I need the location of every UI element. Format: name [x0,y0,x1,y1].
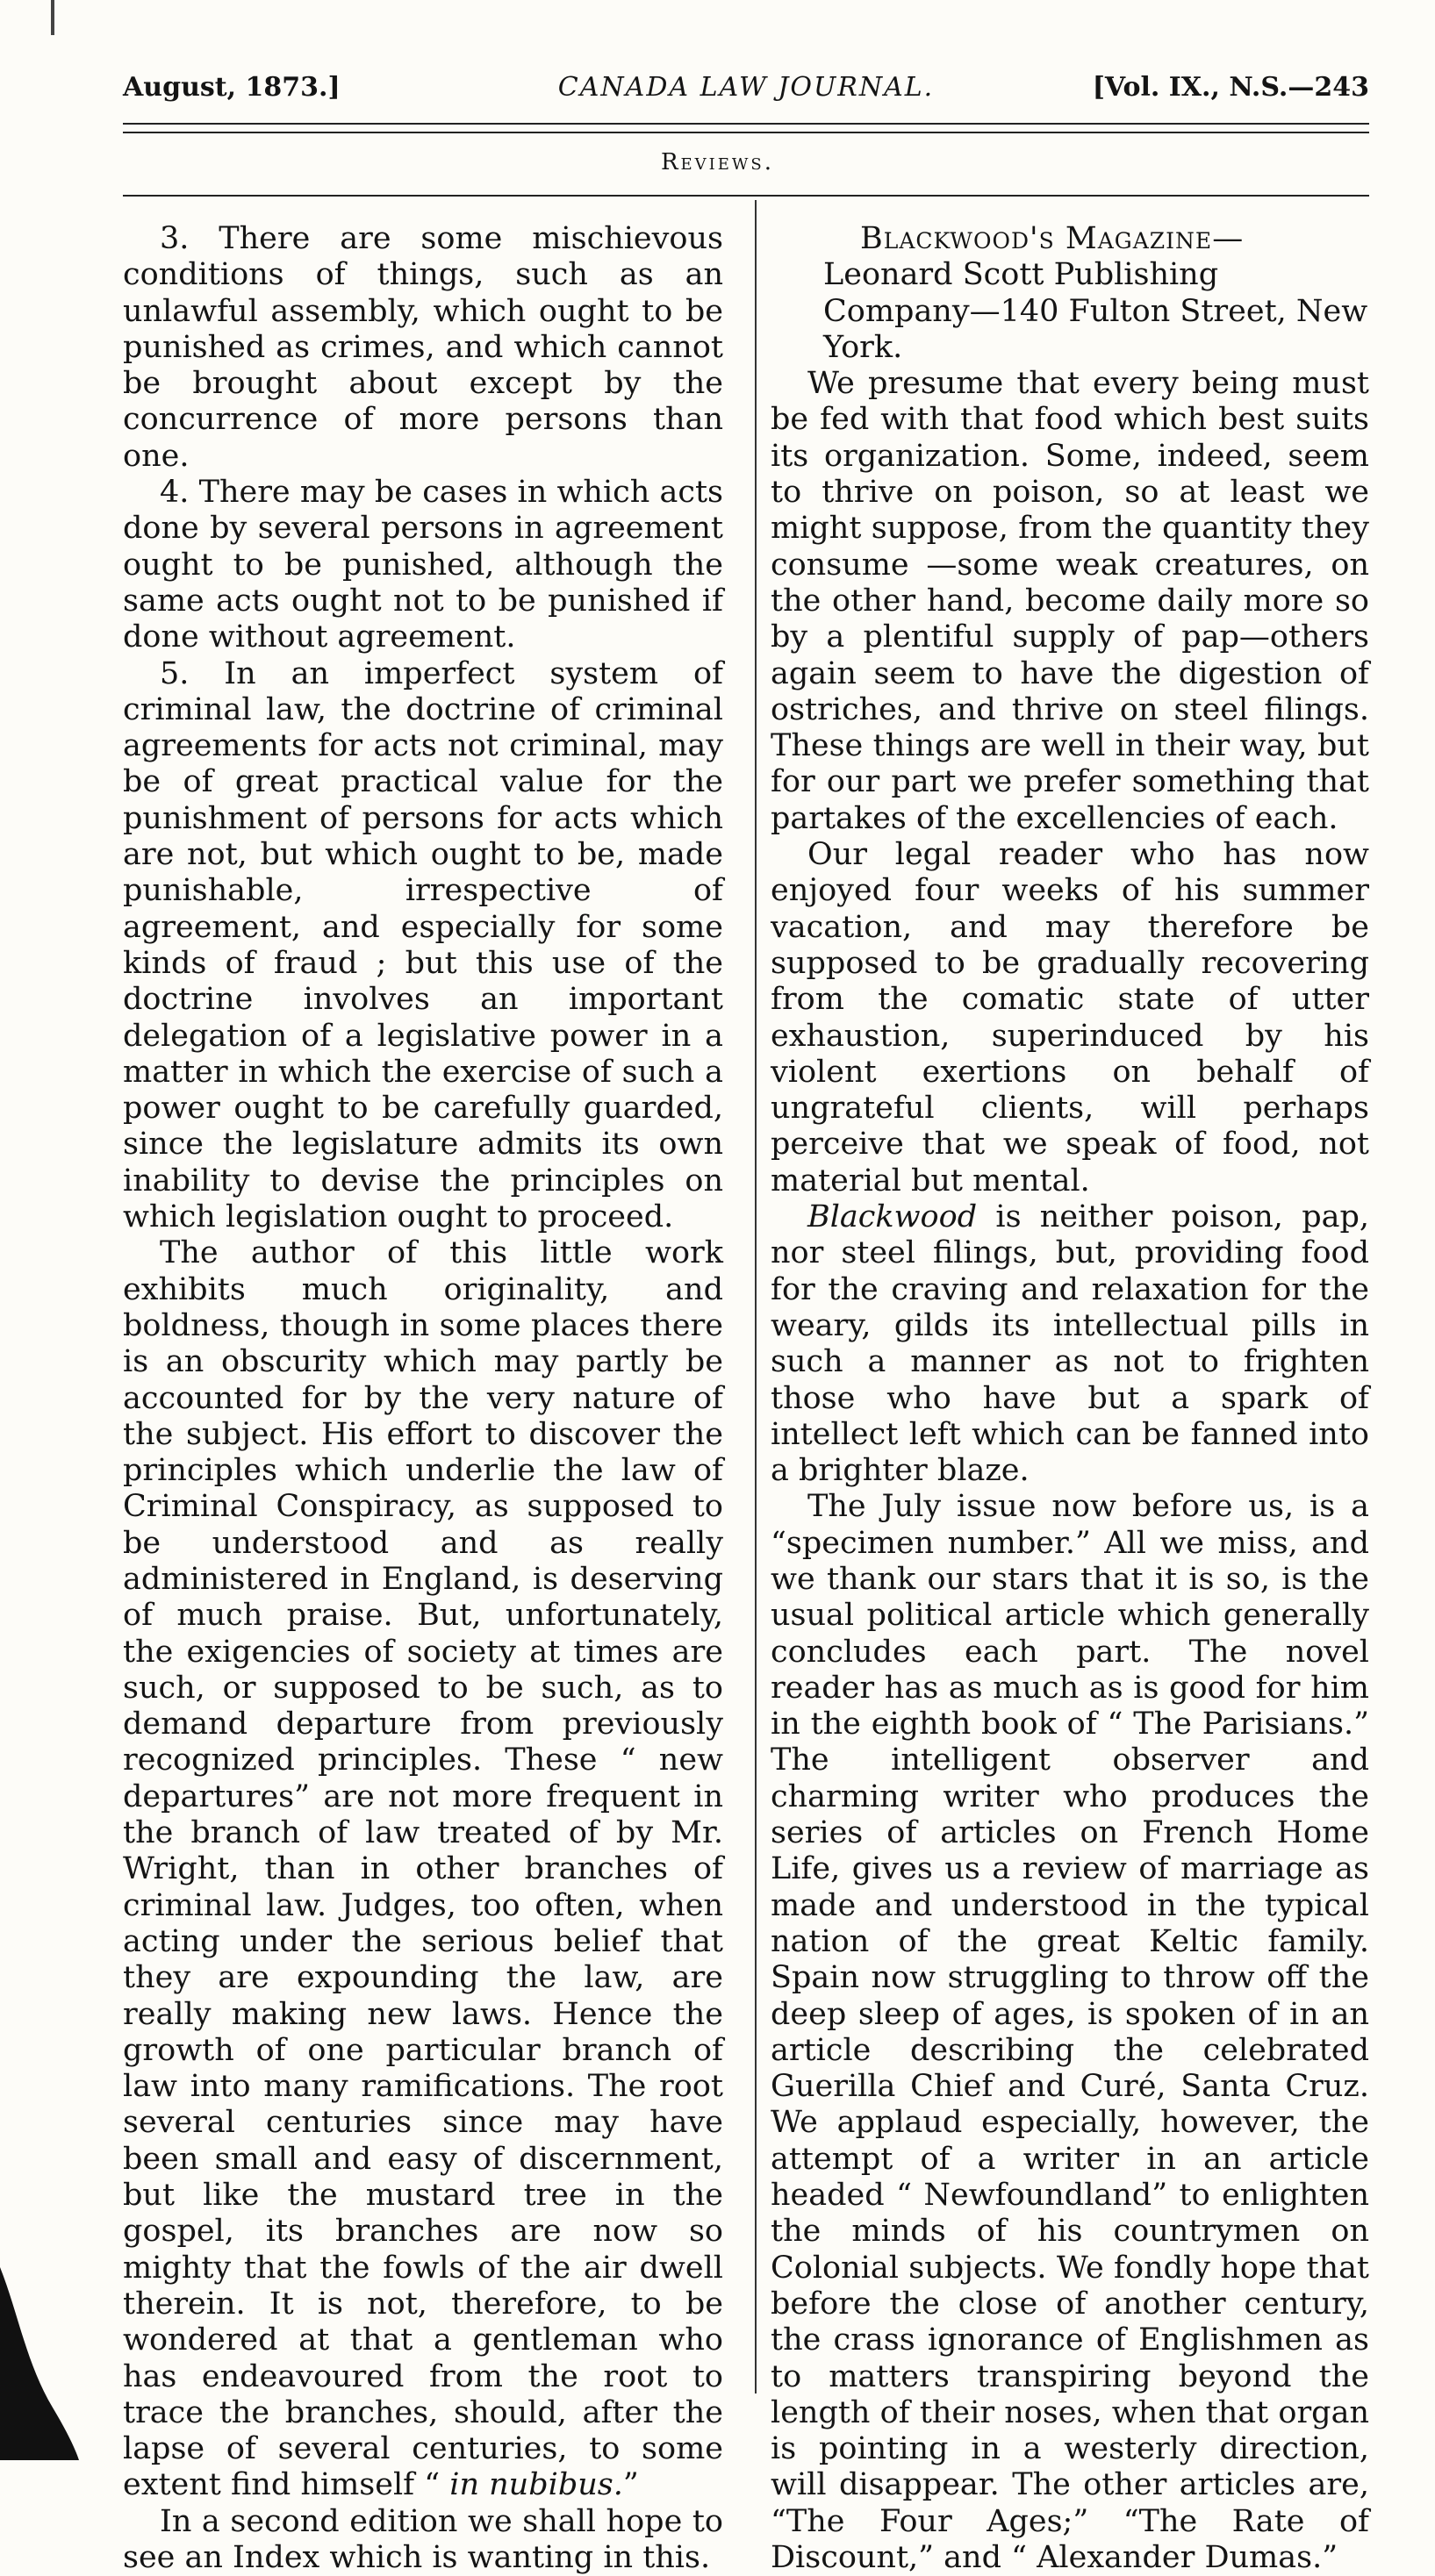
paragraph-blackwood [771,1199,1369,1489]
blackwood-italic: Blackwood [807,1199,978,1235]
paragraph-legal-reader: Our legal reader who has now enjoyed four weeks of his summer vacation, and may therefore be supposed to be gradually recovering from the comatic state of utter exhaustion, superinduced by his violent exertions on behalf of ungrateful clients, will perhaps perceive that we speak of food, not material but mental. [771,837,1369,1199]
author-review-close-quote: ” [622,2467,639,2503]
paragraph-july-issue: The July issue now before us, is a “specimen number.” All we miss, and we thank our stars that it is so, is the usual political article which generally concludes each part. The novel reader has as much as is good for him in the eighth book of “ The Parisians.” The intelligent observer and charming writer who produces the series of articles on French Home Life, gives us a review of marriage as made and understood in the typical nation of the great Keltic family. Spain now struggling to throw off the deep sleep of ages, is spoken of in an article describing the celebrated Guerilla Chief and Curé, Santa Cruz. We applaud especially, however, the attempt of a writer in an article headed “ Newfoundland” to enlighten the minds of his countrymen on Colonial subjects. We fondly hope that before the close of another century, the crass ignorance of Englishmen as to matters transpiring beyond the length of their noses, when that organ is pointing in a westerly direction, will disappear. The other articles are, “The Four Ages;” “The Rate of Discount,” and “ Alexander Dumas.” [771,1489,1369,2575]
in-nubibus-italic: in nubibus. [449,2467,623,2503]
paragraph-item-3: 3. There are some mischievous conditions of things, such as an unlawful assembly, which ought to be punished as crimes, and which cannot be brought about except by the concurrence of more persons than one. [123,221,723,474]
blackwood-text: is neither poison, pap, nor steel filings, but, providing food for the craving and relaxation for the weary, gilds its intellectual pills in such a manner as not to frighten those who have but a spark of intellect left which can be fanned into a brighter blaze. [771,1199,1369,1489]
column-divider [755,200,757,2394]
section-heading: Reviews. [660,149,775,175]
paragraph-second-edition: In a second edition we shall hope to see an Index which is wanting in this. [123,2503,723,2575]
right-column [771,221,1369,2576]
review-title [771,221,1369,366]
review-title-magazine: Blackwood's Magazine [860,221,1213,256]
header-volume: [Vol. IX., N.S.—243 [1092,72,1369,103]
margin-mark [51,0,54,35]
left-column [123,221,723,2576]
running-head [123,72,1369,116]
binding-shadow [0,2232,79,2460]
header-journal-title: CANADA LAW JOURNAL. [557,72,935,103]
paragraph-item-5: 5. In an imperfect system of criminal law, the doctrine of criminal agreements for acts not criminal, may be of great practical value for the punishment of persons for acts which are not, but which ought to be, made punishable, irrespective of agreement, and especially for some kinds of fraud ; but this use of the doctrine involves an important delegation of a legislative power in a matter in which the exercise of such a power ought to be carefully guarded, since the legislature admits its own inability to devise the principles on which legislation ought to proceed. [123,655,723,1235]
header-date: August, 1873.] [123,72,341,103]
paragraph-presume: We presume that every being must be fed with that food which best suits its organization. Some, indeed, seem to thrive on poison, so at least we might suppose, from the quantity they consume —some weak creatures, on the other hand, become daily more so by a plentiful supply of pap—others again seem to have the digestion of ostriches, and thrive on steel filings. These things are well in their way, but for our part we prefer something that partakes of the excellencies of each. [771,366,1369,836]
header-double-rule [123,123,1369,133]
paragraph-author-review [123,1235,723,2503]
section-rule [123,195,1369,197]
review-title-publisher: —Leonard Scott Publishing Company—140 Fulton Street, New York. [823,221,1368,365]
author-review-text: The author of this little work exhibits much originality, and boldness, though in some places there is an obscurity which may partly be accounted for by the very nature of the subject. His effort to discover the principles which underlie the law of Criminal Conspiracy, as supposed to be understood and as really administered in England, is deserving of much praise. But, unfortunately, the exigencies of society at times are such, or supposed to be such, as to demand departure from previously recognized principles. These “ new departures” are not more frequent in the branch of law treated of by Mr. Wright, than in other branches of criminal law. Judges, too often, when acting under the serious belief that they are expounding the law, are really making new laws. Hence the growth of one particular branch of law into many ramifications. The root several centuries since may have been small and easy of discernment, but like the mustard tree in the gospel, its branches are now so mighty that the fowls of the air dwell therein. It is not, therefore, to be wondered at that a gentleman who has endeavoured from the root to trace the branches, should, after the lapse of several centuries, to some extent find himself “ [123,1235,723,2503]
paragraph-item-4: 4. There may be cases in which acts done by several persons in agreement ought to be punished, although the same acts ought not to be punished if done without agreement. [123,475,723,655]
